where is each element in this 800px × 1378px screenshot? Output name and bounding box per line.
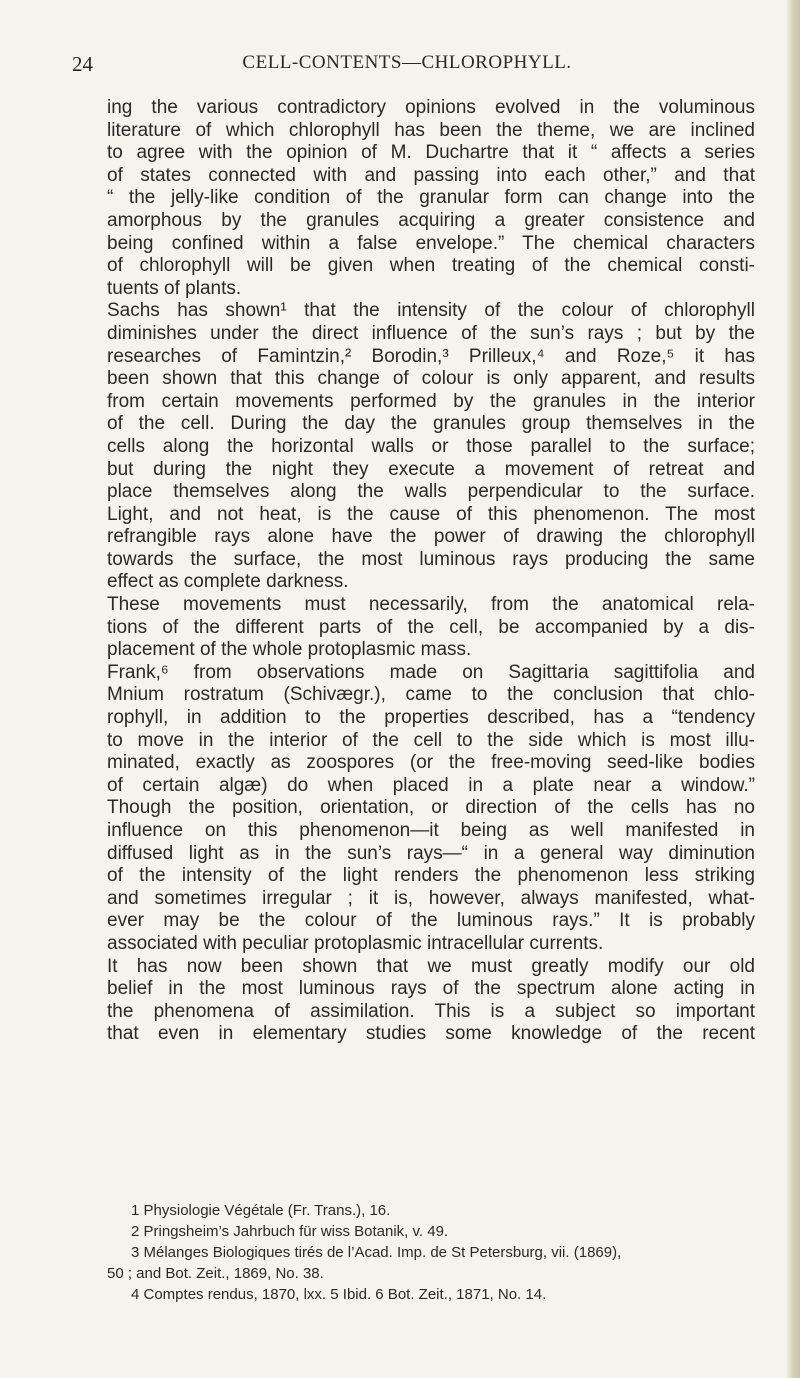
body-text [107, 97, 755, 1046]
running-head: CELL-CONTENTS—CHLOROPHYLL. [242, 52, 572, 73]
text-line: Frank,⁶ from observations made on Sagittaria sagittifolia and [107, 661, 755, 683]
text-line: of states connected with and passing into each other,” and that [107, 164, 755, 186]
page-number: 24 [72, 52, 93, 76]
text-line: and sometimes irregular ; it is, however, always manifested, what- [107, 887, 755, 909]
footnote: 3 Mélanges Biologiques tirés de l’Acad. Imp. de St Petersburg, vii. (1869), [131, 1244, 622, 1261]
text-line: literature of which chlorophyll has been the theme, we are inclined [107, 119, 755, 141]
text-line: “ the jelly-like condition of the granular form can change into the [107, 187, 755, 209]
text-line: tions of the different parts of the cell, be accompanied by a dis- [107, 616, 755, 638]
page-edge [786, 0, 800, 1378]
text-line: tuents of plants. [107, 277, 242, 299]
text-line: It has now been shown that we must greatly modify our old [107, 955, 755, 977]
text-line: being confined within a false envelope.” The chemical characters [107, 232, 755, 254]
text-line: of the cell. During the day the granules group themselves in the [107, 413, 755, 435]
footnote: 4 Comptes rendus, 1870, lxx. 5 Ibid. 6 Bot. Zeit., 1871, No. 14. [131, 1286, 547, 1303]
text-line: place themselves along the walls perpendicular to the surface. [107, 481, 755, 503]
footnote: 1 Physiologie Végétale (Fr. Trans.), 16. [131, 1202, 391, 1219]
text-line: but during the night they execute a movement of retreat and [107, 458, 755, 480]
text-line: minated, exactly as zoospores (or the free-moving seed-like bodies [107, 752, 755, 774]
text-line: belief in the most luminous rays of the spectrum alone acting in [107, 978, 755, 1000]
text-line: been shown that this change of colour is only apparent, and results [107, 368, 755, 390]
text-line: refrangible rays alone have the power of drawing the chlorophyll [107, 526, 755, 548]
text-line: diminishes under the direct influence of the sun’s rays ; but by the [107, 322, 755, 344]
text-line: amorphous by the granules acquiring a greater consistence and [107, 209, 755, 231]
text-line: associated with peculiar protoplasmic intracellular currents. [107, 932, 604, 954]
text-line: rophyll, in addition to the properties described, has a “tendency [107, 707, 755, 729]
text-line: that even in elementary studies some knowledge of the recent [107, 1023, 755, 1045]
text-line: cells along the horizontal walls or those parallel to the surface; [107, 435, 755, 457]
text-line: diffused light as in the sun’s rays—“ in a general way diminution [107, 842, 755, 864]
text-line: to move in the interior of the cell to the side which is most illu- [107, 729, 755, 751]
text-line: of the intensity of the light renders the phenomenon less striking [107, 865, 755, 887]
text-line: influence on this phenomenon—it being as well manifested in [107, 820, 755, 841]
text-line: researches of Famintzin,² Borodin,³ Prilleux,⁴ and Roze,⁵ it has [107, 345, 755, 367]
text-line: of certain algæ) do when placed in a plate near a window.” [107, 774, 755, 796]
text-line: to agree with the opinion of M. Duchartre that it “ affects a series [107, 142, 755, 164]
footnote: 2 Pringsheim’s Jahrbuch für wiss Botanik, v. 49. [131, 1223, 449, 1240]
text-line: from certain movements performed by the granules in the interior [107, 390, 755, 412]
text-line: Mnium rostratum (Schivægr.), came to the conclusion that chlo- [107, 684, 755, 706]
text-line: Light, and not heat, is the cause of this phenomenon. The most [107, 503, 755, 525]
text-line: the phenomena of assimilation. This is a subject so important [107, 1000, 755, 1022]
footnote: 50 ; and Bot. Zeit., 1869, No. 38. [107, 1265, 324, 1282]
footnotes [107, 1200, 755, 1305]
page-header [72, 52, 742, 82]
text-line: towards the surface, the most luminous rays producing the same [107, 548, 755, 570]
text-line: placement of the whole protoplasmic mass. [107, 639, 472, 661]
text-line: ever may be the colour of the luminous rays.” It is probably [107, 910, 755, 932]
text-line: of chlorophyll will be given when treating of the chemical consti- [107, 255, 755, 277]
text-line: Sachs has shown¹ that the intensity of the colour of chlorophyll [107, 300, 755, 322]
text-line: Though the position, orientation, or direction of the cells has no [107, 797, 755, 819]
text-line: These movements must necessarily, from the anatomical rela- [107, 594, 755, 616]
text-line: effect as complete darkness. [107, 571, 349, 593]
text-line: ing the various contradictory opinions evolved in the voluminous [107, 97, 755, 118]
